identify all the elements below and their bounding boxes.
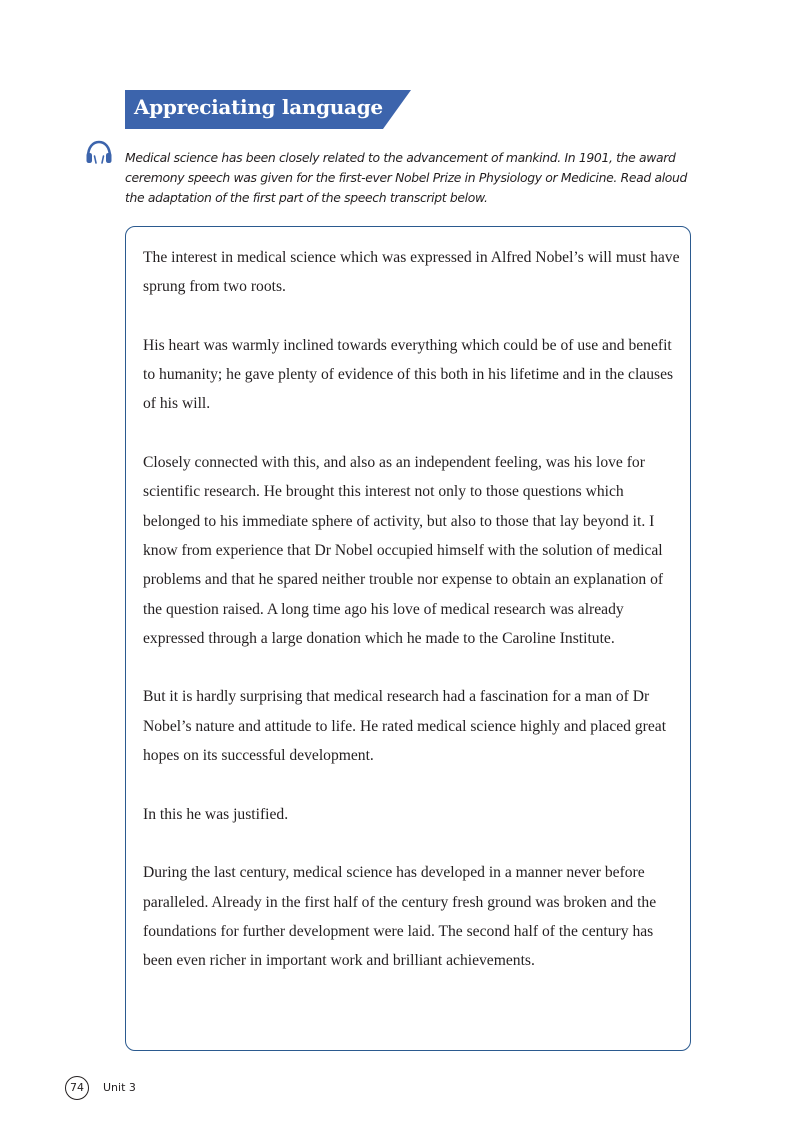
speech-paragraph-3: Closely connected with this, and also as an independent feeling, was his love for scientific research. He brought this interest not only to those questions which belonged to his immediate sphere of activity, but also to those that lay beyond it. I know from experience that Dr Nobel occupied himself with the solution of medical problems and that he spared neither trouble nor expense to obtain an explanation of the question raised. A long time ago his love of medical research was already expressed through a large donation which he made to the Caroline Institute. — [143, 454, 664, 647]
section-title: Appreciating language — [134, 95, 383, 119]
page-number: 74 — [65, 1076, 89, 1100]
speech-transcript — [143, 243, 683, 975]
headphones-icon[interactable] — [84, 138, 114, 168]
speech-paragraph-6: During the last century, medical science has developed in a manner never before paralleled. Already in the first half of the century fresh ground was broken and the foundations for further development were laid. The second half of the century has been even richer in important work and brilliant achievements. — [143, 864, 657, 970]
speech-paragraph-5: In this he was justified. — [143, 805, 289, 823]
section-banner — [125, 90, 411, 129]
intro-instructions: Medical science has been closely related to the advancement of mankind. In 1901, the award ceremony speech was given for the first-ever Nobel Prize in Physiology or Medicine. Read aloud the adaptation of the first part of the speech transcript below. — [125, 150, 688, 205]
speech-paragraph-2: His heart was warmly inclined towards everything which could be of use and benefit to humanity; he gave plenty of evidence of this both in his lifetime and in the clauses of his will. — [143, 336, 674, 413]
unit-label: Unit 3 — [103, 1081, 136, 1094]
speech-paragraph-4: But it is hardly surprising that medical research had a fascination for a man of Dr Nobel’s nature and attitude to life. He rated medical science highly and placed great hopes on its successful development. — [143, 688, 667, 765]
speech-paragraph-1: The interest in medical science which was expressed in Alfred Nobel’s will must have sprung from two roots. — [143, 249, 680, 296]
